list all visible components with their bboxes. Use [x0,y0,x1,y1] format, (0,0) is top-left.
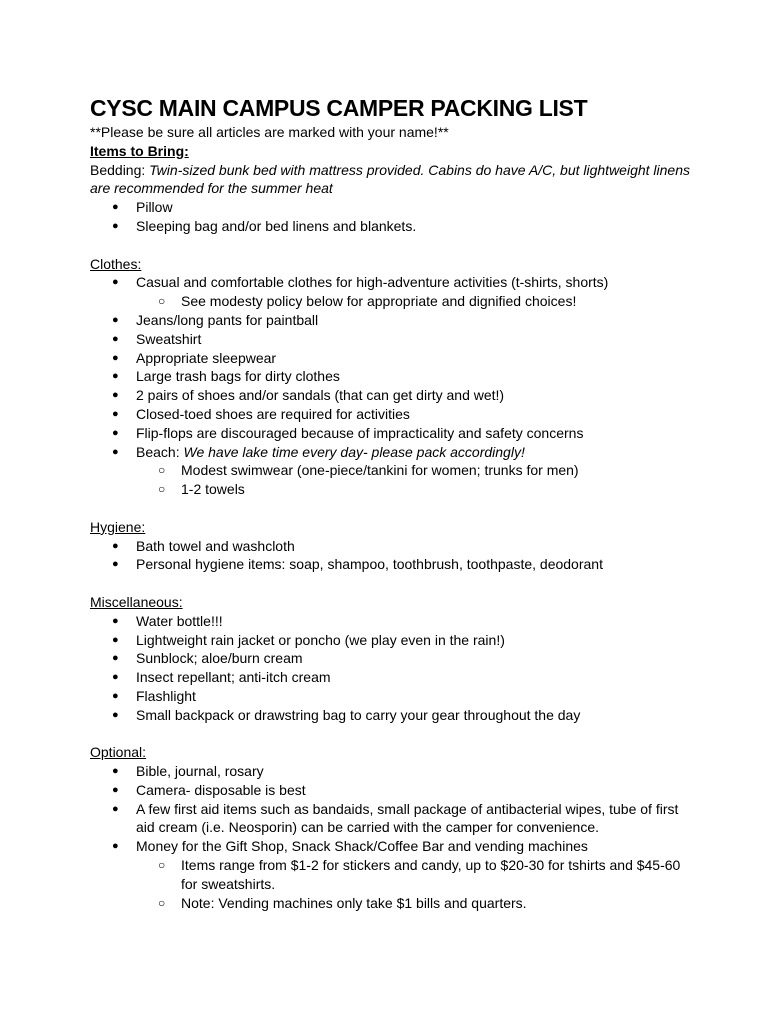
bullet-marker: ● [112,445,119,458]
clothes-heading: Clothes: [90,255,142,272]
bullet-marker: ● [112,219,119,232]
bullet-marker: ● [112,426,119,439]
items-heading: Items to Bring: [90,142,189,159]
bedding-list [90,198,690,236]
sub-list-item: ○ 1-2 towels [158,481,245,498]
circle-marker: ○ [158,463,166,478]
bullet-marker: ● [112,783,119,796]
circle-marker: ○ [158,858,166,873]
circle-marker: ○ [158,294,166,309]
bullet-marker: ● [112,614,119,627]
list-item: ● Flashlight [112,687,196,704]
circle-marker: ○ [158,482,166,497]
hygiene-heading: Hygiene: [90,518,146,535]
list-item: ● Water bottle!!! [112,612,223,629]
bullet-marker: ● [112,539,119,552]
list-item: ● Insect repellant; anti-itch cream [112,669,331,686]
list-item: ● Sweatshirt [112,330,202,347]
sub-list-item: ○ Note: Vending machines only take $1 bills and quarters. [158,894,527,911]
bullet-marker: ● [112,332,119,345]
list-item: ● Closed-toed shoes are required for activities [112,405,410,422]
misc-heading: Miscellaneous: [90,593,183,610]
hygiene-list [90,537,690,575]
bullet-marker: ● [112,802,119,815]
sub-list-item: ○ Modest swimwear (one-piece/tankini for women; trunks for men) [158,462,579,479]
list-item: ● Bath towel and washcloth [112,537,295,554]
bullet-marker: ● [112,370,119,383]
list-item: ● Camera- disposable is best [112,781,306,798]
bullet-marker: ● [112,689,119,702]
list-item: ● Bible, journal, rosary [112,763,264,780]
document-content [90,93,690,912]
bullet-marker: ● [112,708,119,721]
list-item: ● Personal hygiene items: soap, shampoo, toothbrush, toothpaste, deodorant [112,556,603,573]
bedding-paragraph [90,161,690,199]
sub-list-item: ○ See modesty policy below for appropriate and dignified choices! [158,293,577,310]
bullet-marker: ● [112,671,119,684]
circle-marker: ○ [158,895,166,910]
bullet-marker: ● [112,652,119,665]
notice-text: **Please be sure all articles are marked with your name!** [90,124,449,140]
bullet-marker: ● [112,558,119,571]
list-item: ● Pillow [112,199,173,216]
bullet-marker: ● [112,351,119,364]
list-item: ● Sunblock; aloe/burn cream [112,650,303,667]
list-item: ● Sleeping bag and/or bed linens and blankets. [112,217,417,234]
optional-heading: Optional: [90,744,147,761]
bullet-marker: ● [112,389,119,402]
list-item: ● A few first aid items such as bandaids, small package of antibacterial wipes, tube of first aid cream (i.e. Neosporin) can be carried with the camper for convenience. [112,800,679,836]
bullet-marker: ● [112,765,119,778]
list-item: ● Lightweight rain jacket or poncho (we play even in the rain!) [112,631,505,648]
bullet-marker: ● [112,407,119,420]
bullet-marker: ● [112,840,119,853]
bullet-marker: ● [112,313,119,326]
sub-list-item: ○ Items range from $1-2 for stickers and candy, up to $20-30 for tshirts and $45-60 for sweatshirts. [158,857,681,892]
list-item: ● Small backpack or drawstring bag to carry your gear throughout the day [112,706,581,723]
page-title: CYSC MAIN CAMPUS CAMPER PACKING LIST [90,95,588,121]
list-item: ● Casual and comfortable clothes for high-adventure activities (t-shirts, shorts) [112,274,609,291]
list-item: ● Beach: We have lake time every day- please pack accordingly! [112,443,525,460]
list-item: ● Flip-flops are discouraged because of impracticality and safety concerns [112,424,584,441]
misc-list [90,612,690,725]
list-item: ● 2 pairs of shoes and/or sandals (that can get dirty and wet!) [112,387,505,404]
list-item: ● Money for the Gift Shop, Snack Shack/Coffee Bar and vending machines [112,838,588,855]
bullet-marker: ● [112,276,119,289]
list-item: ● Jeans/long pants for paintball [112,311,319,328]
bullet-marker: ● [112,633,119,646]
list-item: ● Appropriate sleepwear [112,349,277,366]
clothes-list [90,273,690,499]
bedding-note: Twin-sized bunk bed with mattress provided. Cabins do have A/C, but lightweight linens are recommended for the summer heat [90,161,691,197]
bullet-marker: ● [112,201,119,214]
optional-list [90,762,690,912]
bedding-label: Bedding: [90,161,150,178]
list-item: ● Large trash bags for dirty clothes [112,368,340,385]
